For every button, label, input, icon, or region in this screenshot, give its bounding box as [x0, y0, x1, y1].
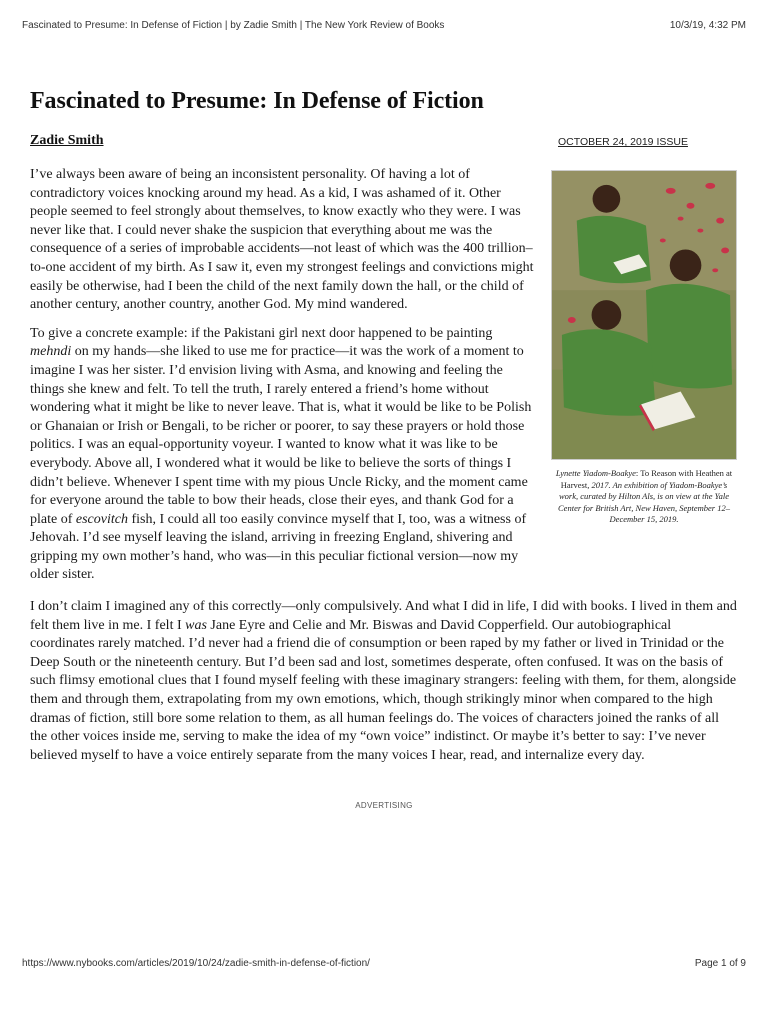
emphasis-was: was: [185, 617, 207, 633]
article-url-link[interactable]: https://www.nybooks.com/articles/2019/10/24/zadie-smith-in-defense-of-fiction/: [22, 958, 370, 969]
emphasis-mehndi: mehndi: [30, 344, 72, 360]
author-link[interactable]: Zadie Smith: [30, 133, 104, 148]
print-footer: [22, 958, 746, 969]
issue-link[interactable]: OCTOBER 24, 2019 ISSUE: [558, 136, 688, 148]
painting-image[interactable]: [551, 170, 737, 460]
print-header: [22, 20, 746, 31]
print-page-title: Fascinated to Presume: In Defense of Fiction | by Zadie Smith | The New York Review of Books: [22, 20, 445, 31]
article-body-column: [30, 166, 535, 595]
advertising-label: ADVERTISING: [355, 801, 413, 810]
paragraph-3: I don’t claim I imagined any of this correctly—only compulsively. And what I did in life, I did with books. I lived in them and felt them live in me. I felt I was Jane Eyre and Celie and Mr. Biswas and David Copperfield. Our autobiographical coordinates rarely matched. I’d never had a friend die of consumption or been raped by my father or lived in Trinidad or the Deep South or the nineteenth century. But I’d been sad and lost, sometimes desperate, often confused. It was on the basis of such flimsy emotional clues that I found myself feeling with these imaginary strangers: feeling with them, for them, alongside them and through them, extrapolating from my own emotions, which, though strikingly minor when compared to the high dramas of fiction, still bore some relation to them, as all human feelings do. The voices of characters joined the ranks of all the other voices inside me, serving to make the idea of my “own voice” indistinct. Or maybe it’s better to say: I’ve never believed myself to have a voice entirely separate from the many voices I hear, read, and internalize every day.: [30, 599, 737, 763]
paragraph-2: To give a concrete example: if the Pakistani girl next door happened to be painting mehndi on my hands—she liked to use me for practice—it was the work of a moment to imagine I was her sister. I’d envision living with Asma, and knowing and feeling the things she knew and felt. To tell the truth, I rarely entered a friend’s home without wondering what it might be like to never leave. That is, what it would be like to be Polish or Ghanaian or Irish or Bengali, to be richer or poorer, to say these prayers or hold those politics. I was an equal-opportunity voyeur. I wanted to know what it was like to be everybody. Above all, I wondered what it would be like to believe the sorts of things I didn’t believe. Whenever I spent time with my pious Uncle Ricky, and the moment came for everyone around the table to bow their heads, close their eyes, and thank God for a plate of escovitch fish, I could all too easily convince myself that I, too, was a witness of Jehovah. I’d see myself leaving the island, arriving in freezing England, shivering and gripping my own mother’s hand, who was—in this peculiar fictional version—now my older sister.: [30, 325, 532, 583]
article-body-full: [30, 598, 738, 775]
figure-caption: Lynette Yiadom-Boakye: To Reason with Heathen at Harvest, 2017. An exhibition of Yiadom-Boakye’s work, curated by Hilton Als, is on view at the Yale Center for British Art, New Haven, September 12–December 15, 2019.: [555, 468, 733, 524]
article-figure: [551, 170, 737, 526]
paragraph-1: I’ve always been aware of being an inconsistent personality. Of having a lot of contradictory voices knocking around my head. As a kid, I was ashamed of it. Other people seemed to feel strongly about themselves, to know exactly who they were. I was never like that. I could never shake the suspicion that everything about me was the consequence of a series of improbable accidents—not least of which was the 400 trillion–to-one accident of my birth. As I saw it, even my strongest feelings and convictions might easily be otherwise, had I been the child of the next family down the hall, or the child of another century, another country, another God. My mind wandered.: [30, 167, 534, 313]
page-number: Page 1 of 9: [694, 958, 746, 969]
print-datetime: 10/3/19, 4:32 PM: [669, 20, 746, 31]
article-title: Fascinated to Presume: In Defense of Fiction: [30, 88, 484, 114]
emphasis-escovitch: escovitch: [75, 511, 128, 527]
